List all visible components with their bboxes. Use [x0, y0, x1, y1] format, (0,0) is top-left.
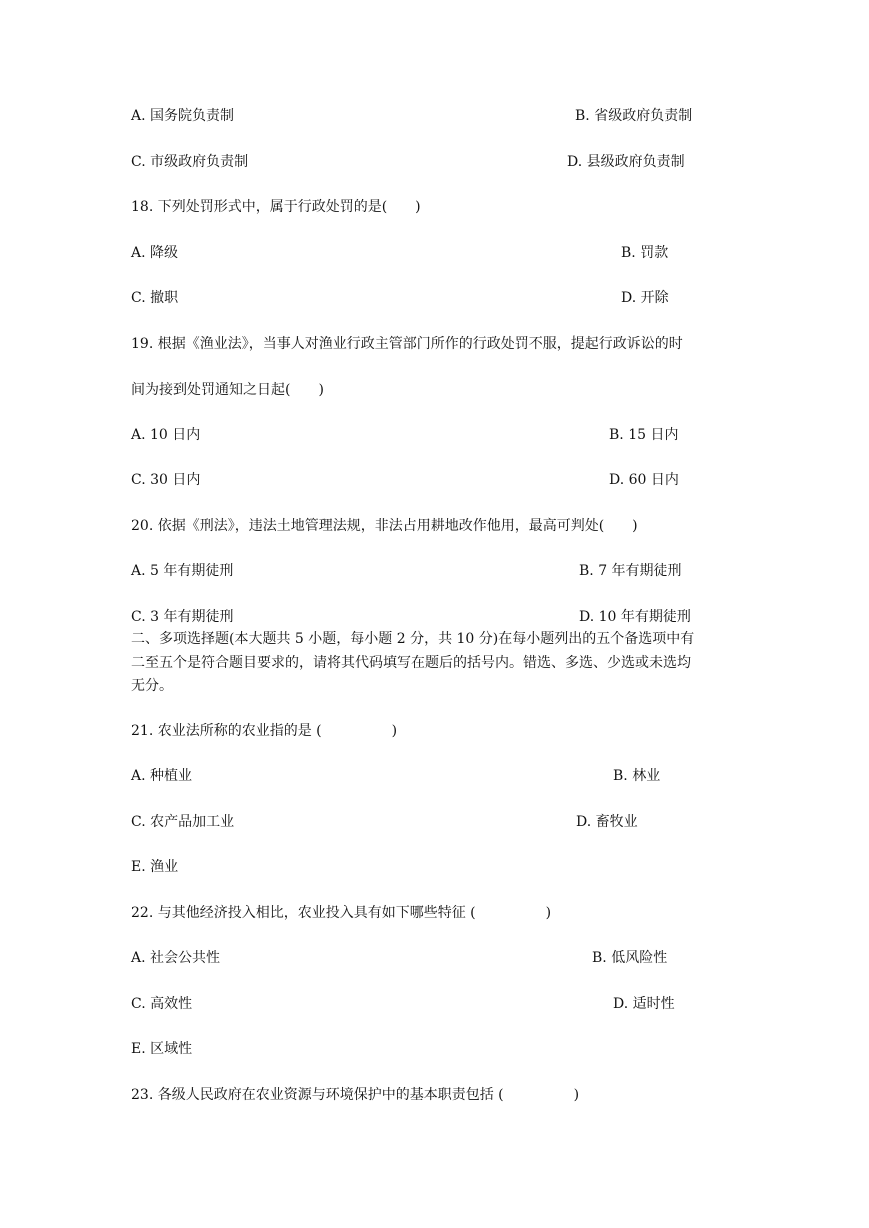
- q19-stem-line1: 19. 根据《渔业法》，当事人对渔业行政主管部门所作的行政处罚不服，提起行政诉讼的时: [131, 336, 683, 352]
- q23-stem: 23. 各级人民政府在农业资源与环境保护中的基本职责包括 ( ): [131, 1087, 580, 1103]
- q20-option-c: C. 3 年有期徒刑: [131, 609, 234, 625]
- q20-option-b: B. 7 年有期徒刑: [579, 563, 682, 579]
- q21-option-a: A. 种植业: [131, 768, 193, 784]
- q21-option-d: D. 畜牧业: [576, 814, 638, 830]
- q21-option-c: C. 农产品加工业: [131, 814, 235, 830]
- q21-stem: 21. 农业法所称的农业指的是 ( ): [131, 723, 398, 739]
- section2-intro-line1: 二、多项选择题(本大题共 5 小题，每小题 2 分，共 10 分)在每小题列出的五个备选项中有: [131, 631, 695, 647]
- q22-option-b: B. 低风险性: [592, 950, 668, 966]
- q22-stem: 22. 与其他经济投入相比，农业投入具有如下哪些特征 ( ): [131, 905, 552, 921]
- q19-option-c: C. 30 日内: [131, 472, 201, 488]
- q18-stem: 18. 下列处罚形式中，属于行政处罚的是( ): [131, 199, 421, 215]
- q19-option-d: D. 60 日内: [609, 472, 679, 488]
- q19-stem-line2: 间为接到处罚通知之日起( ): [131, 382, 324, 398]
- q21-option-e: E. 渔业: [131, 859, 179, 875]
- q19-option-b: B. 15 日内: [609, 427, 679, 443]
- q20-stem: 20. 依据《刑法》，违法土地管理法规，非法占用耕地改作他用，最高可判处( ): [131, 518, 638, 534]
- section2-intro-line2: 二至五个是符合题目要求的，请将其代码填写在题后的括号内。错选、多选、少选或未选均: [131, 655, 691, 671]
- q18-option-d: D. 开除: [621, 290, 669, 306]
- q19-option-a: A. 10 日内: [131, 427, 201, 443]
- q22-option-d: D. 适时性: [613, 996, 675, 1012]
- q17-option-d: D. 县级政府负责制: [567, 154, 685, 170]
- q22-option-c: C. 高效性: [131, 996, 193, 1012]
- q17-option-c: C. 市级政府负责制: [131, 154, 249, 170]
- q18-option-c: C. 撤职: [131, 290, 179, 306]
- section2-intro-line3: 无分。: [131, 678, 173, 694]
- q18-option-b: B. 罚款: [621, 245, 669, 261]
- q22-option-a: A. 社会公共性: [131, 950, 221, 966]
- q20-option-a: A. 5 年有期徒刑: [131, 563, 234, 579]
- q17-option-a: A. 国务院负责制: [131, 108, 235, 124]
- q18-option-a: A. 降级: [131, 245, 179, 261]
- q17-option-b: B. 省级政府负责制: [575, 108, 693, 124]
- q22-option-e: E. 区域性: [131, 1041, 193, 1057]
- q20-option-d: D. 10 年有期徒刑: [579, 609, 691, 625]
- q21-option-b: B. 林业: [613, 768, 661, 784]
